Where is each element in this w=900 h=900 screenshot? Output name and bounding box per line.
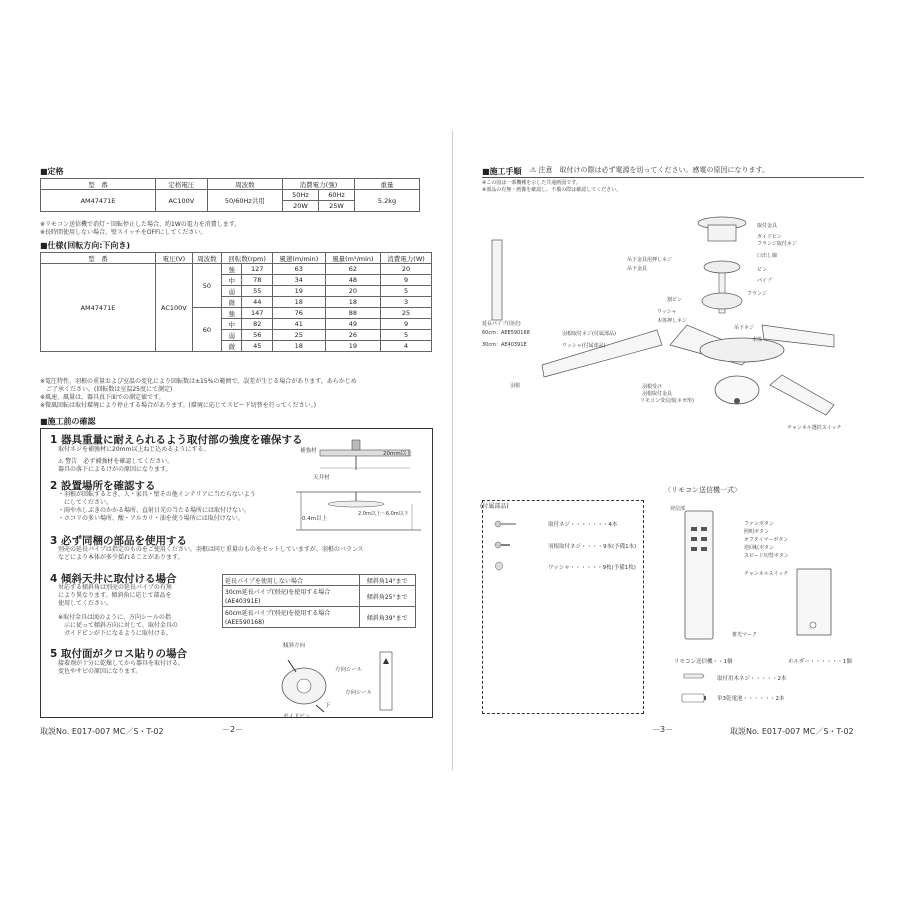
perf-model: AM47471E xyxy=(41,264,156,352)
spec-title: ■定格 xyxy=(40,167,64,176)
washer-icon xyxy=(496,562,503,570)
perf-header: 風量(m³/min) xyxy=(325,253,381,264)
label-guide-pin: ガイドピン xyxy=(283,714,311,720)
label-incline: 傾斜方向 xyxy=(283,643,306,649)
perf-table xyxy=(40,252,432,352)
perf-cell: 48 xyxy=(325,275,381,286)
section-1-warn: ⚠ 警告 必ず補強材を確認してください。 器具の落下によるけがの原因になります。 xyxy=(58,458,174,473)
label-seal: 方向シール xyxy=(335,667,363,673)
fan-label: 口出し線 xyxy=(757,253,778,259)
perf-freq: 60 xyxy=(192,308,221,352)
perf-cell: 49 xyxy=(325,319,381,330)
perf-header: 周波数 xyxy=(192,253,221,264)
label-ceiling: 天井材 xyxy=(313,475,330,481)
parts-title: (付属部品) xyxy=(480,503,509,510)
remote-label: 発信部 xyxy=(670,506,686,512)
spec-note: ※リモコン送信機で消灯・回転停止した場合、約1Wの電力を消費します。 xyxy=(40,221,241,228)
fan-label: フランジ取付ネジ xyxy=(757,241,797,247)
perf-cell: 56 xyxy=(242,330,273,341)
perf-cell: 5 xyxy=(381,286,432,297)
perf-cell: 20 xyxy=(381,264,432,275)
fan-label: 羽根 xyxy=(510,383,521,389)
spec-notes xyxy=(40,221,240,237)
fan-label: 吊下金具用押しネジ xyxy=(627,257,673,263)
perf-cell: 3 xyxy=(381,297,432,308)
perf-cell: 5 xyxy=(381,330,432,341)
perf-cell: 127 xyxy=(242,264,273,275)
perf-cell: 中 xyxy=(222,319,242,330)
remote-label: 逆回転ボタン xyxy=(744,545,775,551)
incline-table: 延長パイプを使用しない場合 傾斜角14°まで 30cm延長パイプ(別売)を使用する場合 傾斜角25°まで (AE40391E) 60cm延長パイプ(別売)を使用する場合 傾斜角39°まで (AEE590168) xyxy=(222,574,416,628)
remote-label: 蓄光マーク xyxy=(732,632,758,638)
fan-assembly-diagram xyxy=(482,205,862,455)
spec-table xyxy=(40,178,420,212)
perf-cell: 19 xyxy=(273,286,325,297)
remote-item-battery: 単3乾電池・・・・・・2本 xyxy=(717,696,785,702)
perf-cell: 44 xyxy=(242,297,273,308)
footer-right: 取説No. E017-007 MC／S・T-02 xyxy=(730,727,854,736)
label-04m: 0.4m以上 xyxy=(302,516,328,522)
fan-label: 羽根取付ネジ(付属部品) xyxy=(562,331,616,337)
perf-cell: 20 xyxy=(325,286,381,297)
perf-cell: 微 xyxy=(222,297,242,308)
right-page xyxy=(452,0,900,900)
remote-label: 照明ボタン xyxy=(744,529,770,535)
remote-item-holder: ホルダー・・・・・・1個 xyxy=(788,659,852,665)
footer-left: 取説No. E017-007 MC／S・T-02 xyxy=(40,727,164,736)
section-1-title: 1 器具重量に耐えられるよう取付部の強度を確保する xyxy=(50,434,303,446)
fan-label: パイプ xyxy=(757,278,772,284)
perf-cell: 25 xyxy=(381,308,432,319)
spec-weight: 5.2kg xyxy=(355,190,420,212)
spec-voltage: AC100V xyxy=(156,190,208,212)
fan-label: 60cm：AEE590168 xyxy=(482,330,530,336)
perf-cell: 63 xyxy=(273,264,325,275)
spec-note: ※長時間使用しない場合、壁スイッチをOFFにしてください。 xyxy=(40,229,207,236)
perf-cell: 18 xyxy=(325,297,381,308)
perf-cell: 78 xyxy=(242,275,273,286)
screw-icon xyxy=(495,521,516,527)
perf-voltage: AC100V xyxy=(156,264,193,352)
perf-cell: 55 xyxy=(242,286,273,297)
perf-cell: 26 xyxy=(325,330,381,341)
perf-cell: 強 xyxy=(222,308,242,319)
perf-cell: 18 xyxy=(273,297,325,308)
perf-notes xyxy=(40,378,440,410)
perf-cell: 82 xyxy=(242,319,273,330)
perf-cell: 18 xyxy=(273,341,325,352)
section-3-title: 3 必ず同梱の部品を使用する xyxy=(50,535,187,547)
remote-label: ファンボタン xyxy=(744,521,774,527)
perf-header: 電圧(V) xyxy=(156,253,193,264)
spec-h-power: 消費電力(強) xyxy=(282,179,354,190)
perf-title: ■仕様(回転方向:下向き) xyxy=(40,241,131,250)
perf-cell: 88 xyxy=(325,308,381,319)
remote-label: スピード切替ボタン xyxy=(744,553,789,559)
spec-h-model: 型 番 xyxy=(41,179,156,190)
perf-cell: 41 xyxy=(273,319,325,330)
fan-label: フランジ xyxy=(747,291,767,297)
perf-cell: 弱 xyxy=(222,286,242,297)
perf-cell: 4 xyxy=(381,341,432,352)
perf-cell: 62 xyxy=(325,264,381,275)
wood-screw-icon xyxy=(684,674,704,678)
spec-h-voltage: 定格電圧 xyxy=(156,179,208,190)
perf-header: 風速(m/min) xyxy=(273,253,325,264)
perf-note: ※風速、風量は、器具真下面での測定値です。 xyxy=(40,394,165,401)
spec-freq: 50/60Hz共用 xyxy=(207,190,282,212)
page-number-left: －2－ xyxy=(222,725,244,734)
perf-header: 回転数(rpm) xyxy=(222,253,273,264)
spec-w60: 25W xyxy=(318,201,354,212)
fan-label: 割ピン xyxy=(667,297,683,303)
title-rule xyxy=(482,177,864,178)
label-seal-2: 方向シール xyxy=(345,690,373,696)
blade-screw-icon xyxy=(495,542,510,548)
spec-h-freq: 周波数 xyxy=(207,179,282,190)
caution-text: ⚠ 注意 取付けの際は必ず電源を切ってください。感電の原因になります。 xyxy=(530,166,769,174)
install-title: ■施工前の確認 xyxy=(40,417,96,426)
section-5-body: 接着剤が十分に乾燥してから器具を取付ける。 変色やサビの原因になります。 xyxy=(58,660,185,675)
remote-diagram xyxy=(677,505,867,655)
procedure-notes: ※この図は一部機種を示した共通画図です。 ※部品の有無・画像を確認し、不備の際は確認してください。 xyxy=(482,180,622,193)
fan-label: 羽根取付金具 xyxy=(642,391,673,397)
procedure-title: ■施工手順 xyxy=(482,167,522,176)
perf-cell: 弱 xyxy=(222,330,242,341)
section-2-body: ・羽根が回転するとき、人・家具・壁その他インテリアに当たらないよう にしてください。 ・雨や水しぶきのかかる場所、直射日光の当たる場所には取付けない。 ・ホコリの多い場所、酸・アルカリ・油を使う場所には取付けない。 xyxy=(58,491,256,522)
remote-item-transmitter: リモコン送信機・・1個 xyxy=(674,659,733,665)
section-4-note: ※取付金具は図のように、方向シールの指 示に従って傾斜方向に対して、取付金具の ガイドピンが下になるように取付ける。 xyxy=(58,614,178,637)
remote-label: チャンネルスイッチ xyxy=(744,571,789,577)
parts-icons xyxy=(492,518,522,574)
perf-cell: 45 xyxy=(242,341,273,352)
fan-label: 吊下金具 xyxy=(627,266,648,272)
perf-row xyxy=(41,264,432,275)
perf-cell: 強 xyxy=(222,264,242,275)
section-3-body: 別売の延長パイプは指定のものをご使用ください。羽根は同じ重量のものをセットしていますが、羽根のバランス などにより本体が多少揺れることがあります。 xyxy=(58,546,364,561)
perf-header: 型 番 xyxy=(41,253,156,264)
perf-cell: 19 xyxy=(325,341,381,352)
spec-60hz: 60Hz xyxy=(318,190,354,201)
spec-50hz: 50Hz xyxy=(282,190,318,201)
perf-header: 消費電力(W) xyxy=(381,253,432,264)
fan-label: ワッシャ xyxy=(657,309,677,315)
spec-model: AM47471E xyxy=(41,190,156,212)
perf-note: ご了承ください。(回転数は室温25度にて測定) xyxy=(40,386,173,393)
perf-cell: 25 xyxy=(273,330,325,341)
remote-title: 〈リモコン送信機一式〉 xyxy=(664,486,741,494)
part-screw: 取付ネジ・・・・・・・4本 xyxy=(548,522,618,528)
page-number-right: －3－ xyxy=(652,725,674,734)
fan-label: ガイドピン xyxy=(757,234,782,240)
perf-cell: 9 xyxy=(381,319,432,330)
battery-icon xyxy=(682,694,706,702)
perf-note: ※微風回転は取付環境により停止する場合があります。(環境に応じてスピード切替を行ってください。) xyxy=(40,402,316,409)
perf-note: ※電圧特性、羽根の重量および室温の変化により回転数は±15%の範囲で、誤差が生じる場合があります。あらかじめ xyxy=(40,378,357,385)
spec-h-weight: 重量 xyxy=(355,179,420,190)
section-4-title: 4 傾斜天井に取付ける場合 xyxy=(50,573,177,585)
perf-cell: 34 xyxy=(273,275,325,286)
fan-label: チャンネル選択スイッチ xyxy=(787,425,842,431)
part-washer: ワッシャ・・・・・・9枚(予備1枚) xyxy=(548,565,636,571)
section-5-title: 5 取付面がクロス貼りの場合 xyxy=(50,648,187,660)
fan-label: 羽根受け xyxy=(642,384,663,390)
section-2-title: 2 設置場所を確認する xyxy=(50,480,156,492)
remote-item-wood-screw: 取付用木ネジ・・・・・2本 xyxy=(717,676,787,682)
label-reinforce: 補強材 xyxy=(300,448,317,454)
label-2m: 2.0m以上～6.0m以下 xyxy=(358,511,409,517)
fan-label: 30cm：AE40391E xyxy=(482,342,527,348)
fan-label: 吊下ネジ xyxy=(734,325,755,331)
fan-label: リモコン受信部(ネガ形) xyxy=(640,398,694,404)
fan-label: 本体 xyxy=(752,337,763,343)
perf-cell: 76 xyxy=(273,308,325,319)
fan-label: 本体押しネジ xyxy=(657,318,688,324)
perf-cell: 中 xyxy=(222,275,242,286)
fan-label: ワッシャ(付属部品) xyxy=(562,343,606,349)
section-1-body: 取付ネジを補強材に20mm以上ねじ込めるようにする。 xyxy=(58,446,210,453)
remote-label: オフタイマーボタン xyxy=(744,537,789,543)
perf-cell: 9 xyxy=(381,275,432,286)
label-down: 下 xyxy=(325,703,331,709)
perf-freq: 50 xyxy=(192,264,221,308)
fan-label: 取付金具 xyxy=(757,223,778,229)
perf-cell: 微 xyxy=(222,341,242,352)
bracket-diagram xyxy=(268,650,408,718)
spec-w50: 20W xyxy=(282,201,318,212)
part-blade-screw: 羽根取付ネジ・・・・9本(予備1本) xyxy=(548,544,637,550)
remote-parts-icons xyxy=(680,668,710,712)
fan-label: 延長パイプ(別売) xyxy=(482,321,521,327)
label-20mm: 20mm以上 xyxy=(383,451,412,457)
section-4-body: 対応する傾斜角は別売の延長パイプの有無 により異なります。傾斜角に応じて部品を 使用してください。 xyxy=(58,584,172,607)
fan-label: ピン xyxy=(757,267,768,273)
perf-cell: 147 xyxy=(242,308,273,319)
